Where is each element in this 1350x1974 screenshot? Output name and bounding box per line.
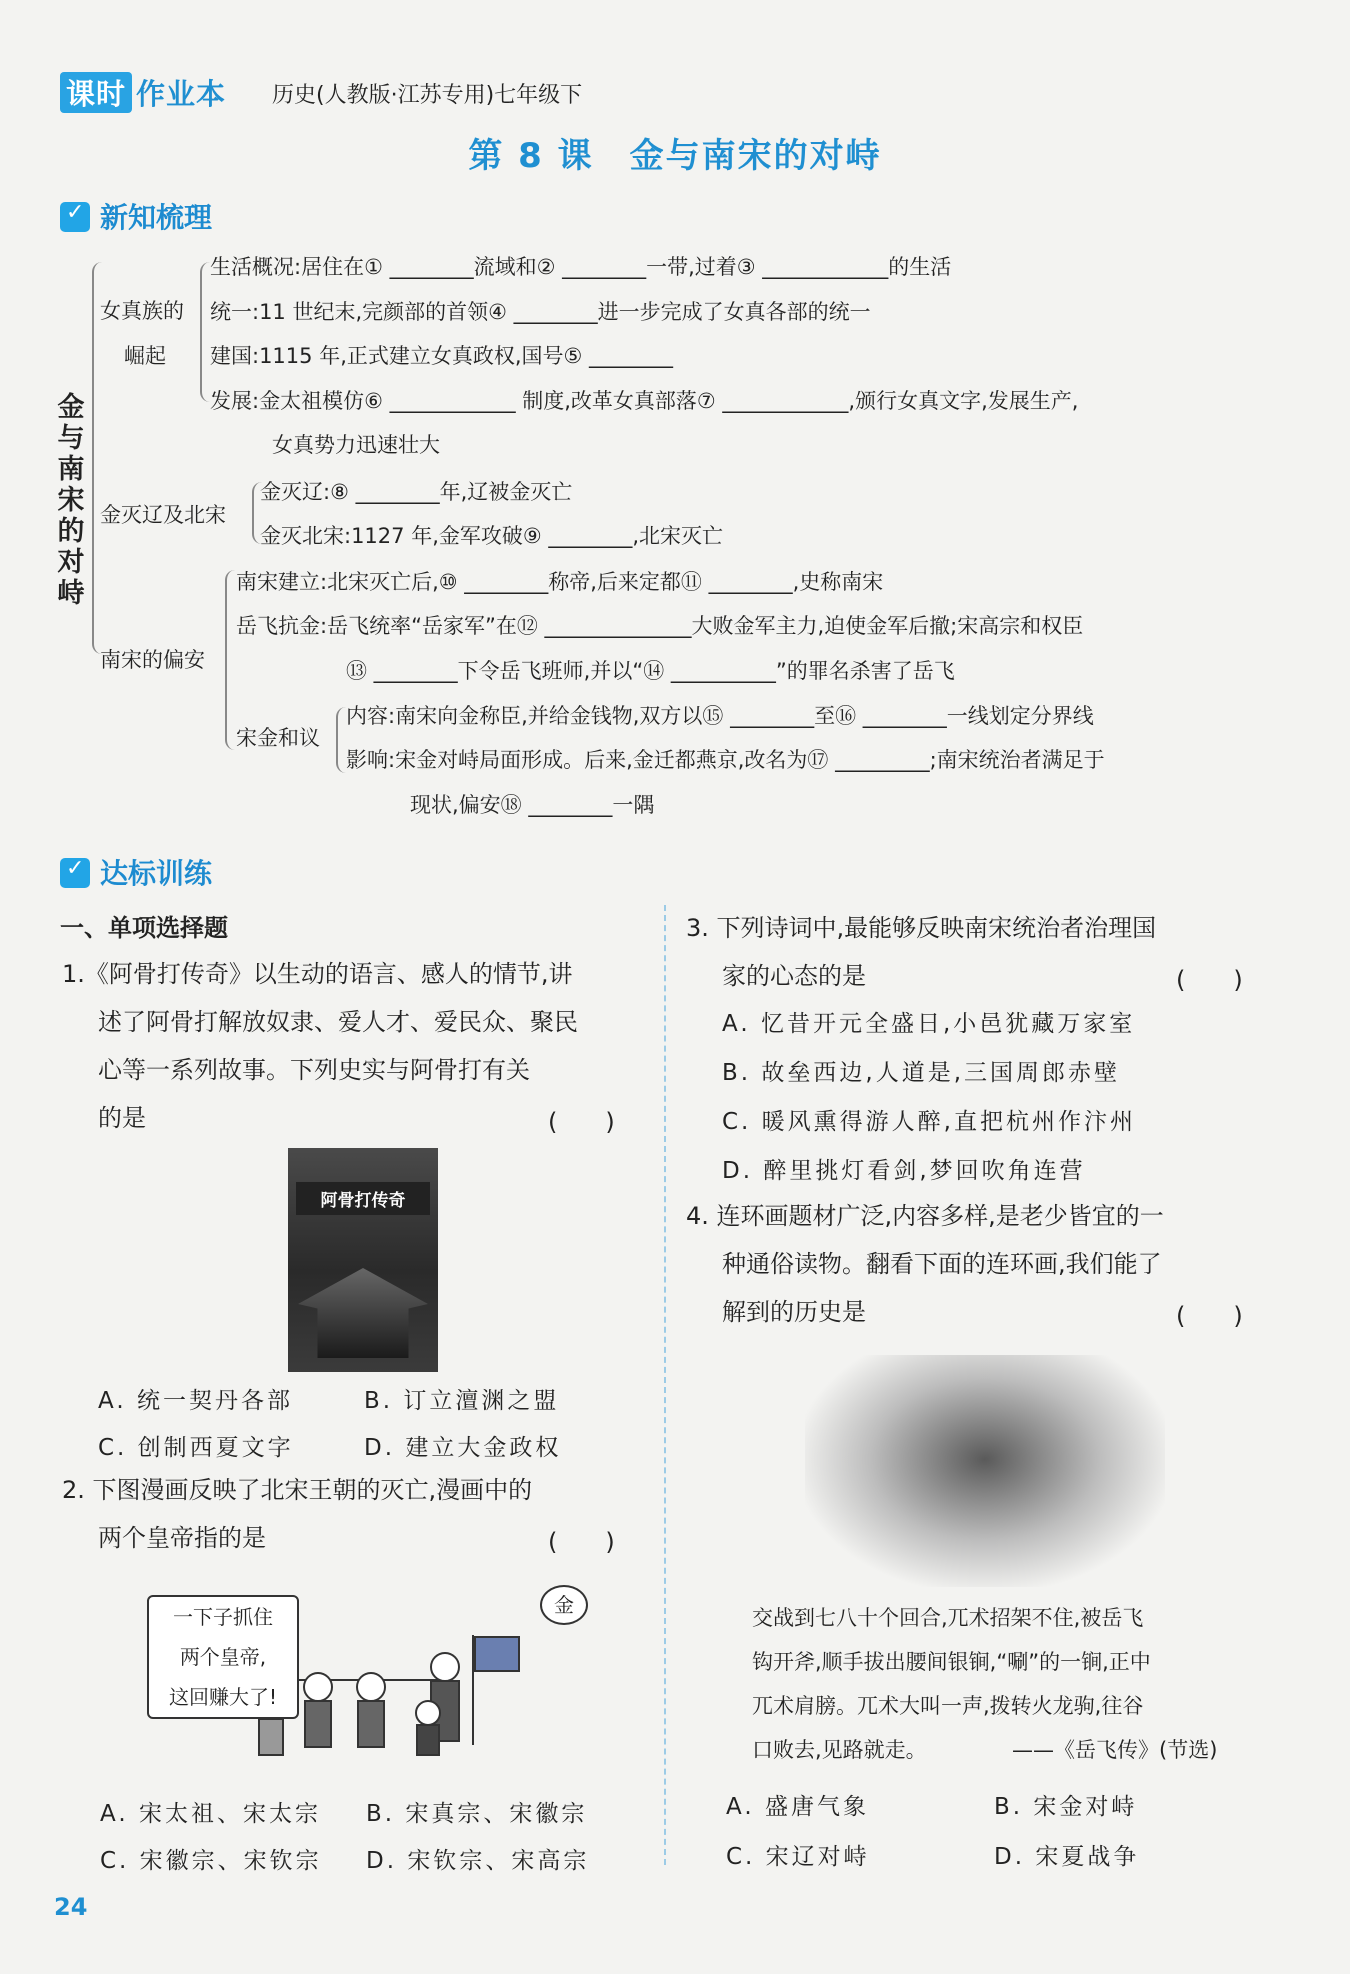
line-6: 金灭北宋:1127 年,金军攻破⑨ ________,北宋灭亡 bbox=[260, 524, 724, 548]
q2-line-2: 两个皇帝指的是 bbox=[98, 1524, 266, 1552]
q3-option-a[interactable]: A. 忆昔开元全盛日,小邑犹藏万家室 bbox=[722, 1011, 1136, 1037]
q2-option-b[interactable]: B. 宋真宗、宋徽宗 bbox=[366, 1801, 588, 1827]
q2-option-a[interactable]: A. 宋太祖、宋太宗 bbox=[100, 1801, 321, 1827]
q1-option-c[interactable]: C. 创制西夏文字 bbox=[98, 1435, 294, 1461]
q4-option-d[interactable]: D. 宋夏战争 bbox=[994, 1844, 1140, 1870]
q1-line-4: 的是 bbox=[98, 1104, 146, 1132]
group-rise-2: 崛起 bbox=[124, 344, 166, 368]
line-4b: 女真势力迅速壮大 bbox=[272, 433, 440, 457]
line-10b: 现状,偏安⑱ ________一隅 bbox=[410, 793, 655, 817]
jin-flag-badge: 金 bbox=[540, 1585, 588, 1625]
group-southern-song: 南宋的偏安 bbox=[100, 648, 205, 672]
group-rise: 女真族的 bbox=[100, 299, 184, 323]
brand-badge: 课时 bbox=[60, 72, 132, 113]
section-heading-practice: ✓达标训练 bbox=[60, 852, 212, 892]
brand-text: 作业本 bbox=[136, 77, 227, 111]
line-2: 统一:11 世纪末,完颜部的首领④ ________进一步完成了女真各部的统一 bbox=[210, 300, 871, 324]
q1-answer-blank[interactable]: ( ) bbox=[548, 1108, 615, 1136]
q4-option-b[interactable]: B. 宋金对峙 bbox=[994, 1794, 1138, 1820]
line-9: 内容:南宋向金称臣,并给金钱物,双方以⑮ ________至⑯ ________一线划定分界线 bbox=[346, 704, 1094, 728]
line-7: 南宋建立:北宋灭亡后,⑩ ________称帝,后来定都⑪ ________,史称南宋 bbox=[236, 570, 884, 594]
section-heading-review: ✓新知梳理 bbox=[60, 196, 212, 236]
subject-label: 历史(人教版·江苏专用)七年级下 bbox=[272, 83, 583, 108]
q1-line-3: 心等一系列故事。下列史实与阿骨打有关 bbox=[98, 1056, 530, 1084]
checkbox-icon bbox=[60, 202, 90, 232]
q3-option-c[interactable]: C. 暖风熏得游人醉,直把杭州作汴州 bbox=[722, 1109, 1136, 1135]
q1-option-d[interactable]: D. 建立大金政权 bbox=[364, 1435, 562, 1461]
q4-text-2: 钩开斧,顺手拔出腰间银锏,“唰”的一锏,正中 bbox=[752, 1650, 1151, 1674]
book-cover-title: 阿骨打传奇 bbox=[296, 1182, 430, 1215]
line-5: 金灭辽:⑧ ________年,辽被金灭亡 bbox=[260, 480, 573, 504]
q1-option-a[interactable]: A. 统一契丹各部 bbox=[98, 1388, 293, 1414]
q2-line-1: 2. 下图漫画反映了北宋王朝的灭亡,漫画中的 bbox=[62, 1476, 533, 1504]
page-number: 24 bbox=[54, 1893, 88, 1921]
q4-answer-blank[interactable]: ( ) bbox=[1176, 1302, 1243, 1330]
q3-option-b[interactable]: B. 故垒西边,人道是,三国周郎赤壁 bbox=[722, 1060, 1121, 1086]
q4-line-1: 4. 连环画题材广泛,内容多样,是老少皆宜的一 bbox=[686, 1202, 1164, 1230]
line-4: 发展:金太祖模仿⑥ ____________ 制度,改革女真部落⑦ ____________,颁行女真文字,发展生产, bbox=[210, 389, 1079, 413]
q4-text-4: 口败去,见路就走。 bbox=[752, 1738, 927, 1762]
q3-answer-blank[interactable]: ( ) bbox=[1176, 966, 1243, 994]
q4-text-1: 交战到七八十个回合,兀术招架不住,被岳飞 bbox=[752, 1606, 1144, 1630]
line-3: 建国:1115 年,正式建立女真政权,国号⑤ ________ bbox=[210, 344, 674, 368]
column-divider bbox=[664, 905, 666, 1865]
comic-battle-image bbox=[805, 1355, 1165, 1587]
brace-rise bbox=[200, 262, 210, 402]
q4-option-a[interactable]: A. 盛唐气象 bbox=[726, 1794, 869, 1820]
mindmap-topic: 金 与 南 宋 的 对 峙 bbox=[57, 392, 85, 609]
brand-logo bbox=[60, 72, 226, 113]
q4-option-c[interactable]: C. 宋辽对峙 bbox=[726, 1844, 870, 1870]
part-title: 一、单项选择题 bbox=[60, 914, 228, 942]
q4-line-2: 种通俗读物。翻看下面的连环画,我们能了 bbox=[722, 1250, 1162, 1278]
q4-line-3: 解到的历史是 bbox=[722, 1298, 866, 1326]
pencil-icon bbox=[60, 858, 90, 888]
q4-text-3: 兀术肩膀。兀术大叫一声,拨转火龙驹,往谷 bbox=[752, 1694, 1144, 1718]
line-10: 影响:宋金对峙局面形成。后来,金迁都燕京,改名为⑰ _________;南宋统治者满足于 bbox=[346, 748, 1105, 772]
q2-answer-blank[interactable]: ( ) bbox=[548, 1528, 615, 1556]
q1-option-b[interactable]: B. 订立澶渊之盟 bbox=[364, 1388, 560, 1414]
lesson-title: 第 8 课 金与南宋的对峙 bbox=[468, 136, 882, 176]
book-cover-image bbox=[288, 1148, 438, 1372]
group-conquest: 金灭辽及北宋 bbox=[100, 503, 226, 527]
line-1: 生活概况:居住在① ________流域和② ________一带,过着③ ____________的生活 bbox=[210, 255, 952, 279]
q3-option-d[interactable]: D. 醉里挑灯看剑,梦回吹角连营 bbox=[722, 1158, 1086, 1184]
line-8b: ⑬ ________下令岳飞班师,并以“⑭ __________”的罪名杀害了岳飞 bbox=[346, 659, 955, 683]
q3-line-1: 3. 下列诗词中,最能够反映南宋统治者治理国 bbox=[686, 914, 1157, 942]
speech-bubble: 一下子抓住 两个皇帝, 这回赚大了! bbox=[147, 1595, 299, 1719]
q2-option-d[interactable]: D. 宋钦宗、宋高宗 bbox=[366, 1848, 590, 1874]
tower-illustration bbox=[298, 1268, 428, 1358]
brace-southern-song bbox=[225, 570, 235, 750]
q3-line-2: 家的心态的是 bbox=[722, 962, 866, 990]
q1-line-1: 1.《阿骨打传奇》以生动的语言、感人的情节,讲 bbox=[62, 960, 573, 988]
line-8: 岳飞抗金:岳飞统率“岳家军”在⑫ ______________大败金军主力,迫使金军后撤;宋高宗和权臣 bbox=[236, 614, 1084, 638]
group-peace: 宋金和议 bbox=[236, 726, 320, 750]
q2-option-c[interactable]: C. 宋徽宗、宋钦宗 bbox=[100, 1848, 322, 1874]
brace-peace bbox=[336, 707, 346, 773]
q1-line-2: 述了阿骨打解放奴隶、爱人才、爱民众、聚民 bbox=[98, 1008, 578, 1036]
q4-source: ——《岳飞传》(节选) bbox=[1012, 1738, 1218, 1762]
